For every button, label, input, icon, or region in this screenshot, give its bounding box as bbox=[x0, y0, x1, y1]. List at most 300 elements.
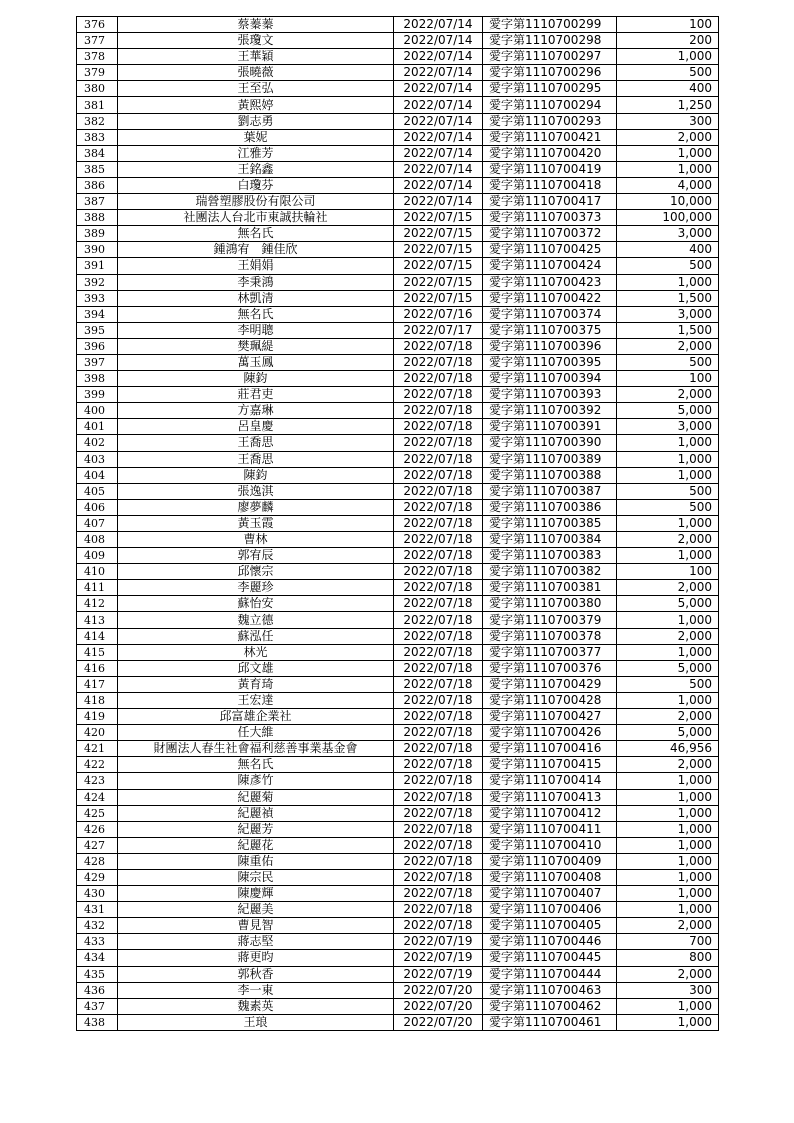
row-number: 384 bbox=[77, 145, 118, 161]
donor-name: 白瓊芬 bbox=[118, 177, 394, 193]
donor-name: 林光 bbox=[118, 644, 394, 660]
table-row bbox=[77, 322, 719, 338]
table-row bbox=[77, 532, 719, 548]
donation-date: 2022/07/18 bbox=[394, 403, 483, 419]
donation-amount: 100 bbox=[617, 17, 719, 33]
donor-name: 張曉薇 bbox=[118, 65, 394, 81]
donation-amount: 5,000 bbox=[617, 403, 719, 419]
table-row bbox=[77, 97, 719, 113]
row-number: 397 bbox=[77, 354, 118, 370]
receipt-number: 愛字第1110700296 bbox=[483, 65, 617, 81]
donation-date: 2022/07/17 bbox=[394, 322, 483, 338]
row-number: 403 bbox=[77, 451, 118, 467]
receipt-number: 愛字第1110700444 bbox=[483, 966, 617, 982]
row-number: 416 bbox=[77, 660, 118, 676]
donation-date: 2022/07/18 bbox=[394, 548, 483, 564]
receipt-number: 愛字第1110700376 bbox=[483, 660, 617, 676]
table-row bbox=[77, 950, 719, 966]
table-row bbox=[77, 837, 719, 853]
donation-amount: 2,000 bbox=[617, 757, 719, 773]
receipt-number: 愛字第1110700384 bbox=[483, 532, 617, 548]
donor-name: 無名氏 bbox=[118, 226, 394, 242]
donation-date: 2022/07/18 bbox=[394, 354, 483, 370]
table-row bbox=[77, 290, 719, 306]
donor-name: 李明聰 bbox=[118, 322, 394, 338]
table-row bbox=[77, 435, 719, 451]
donation-date: 2022/07/18 bbox=[394, 789, 483, 805]
donation-amount: 2,000 bbox=[617, 918, 719, 934]
table-row bbox=[77, 918, 719, 934]
donation-amount: 1,000 bbox=[617, 467, 719, 483]
donation-date: 2022/07/18 bbox=[394, 837, 483, 853]
donor-name: 蘇泓任 bbox=[118, 628, 394, 644]
donation-amount: 1,000 bbox=[617, 789, 719, 805]
row-number: 391 bbox=[77, 258, 118, 274]
donation-amount: 10,000 bbox=[617, 194, 719, 210]
receipt-number: 愛字第1110700377 bbox=[483, 644, 617, 660]
row-number: 398 bbox=[77, 371, 118, 387]
table-row bbox=[77, 177, 719, 193]
donation-date: 2022/07/18 bbox=[394, 773, 483, 789]
receipt-number: 愛字第1110700428 bbox=[483, 692, 617, 708]
donor-name: 曹林 bbox=[118, 532, 394, 548]
receipt-number: 愛字第1110700410 bbox=[483, 837, 617, 853]
donation-date: 2022/07/18 bbox=[394, 902, 483, 918]
table-row bbox=[77, 210, 719, 226]
donation-date: 2022/07/18 bbox=[394, 869, 483, 885]
receipt-number: 愛字第1110700409 bbox=[483, 853, 617, 869]
row-number: 386 bbox=[77, 177, 118, 193]
receipt-number: 愛字第1110700446 bbox=[483, 934, 617, 950]
donor-name: 魏素英 bbox=[118, 998, 394, 1014]
donor-name: 李秉鴻 bbox=[118, 274, 394, 290]
donor-name: 紀麗花 bbox=[118, 837, 394, 853]
donation-date: 2022/07/15 bbox=[394, 258, 483, 274]
donation-amount: 5,000 bbox=[617, 725, 719, 741]
donation-amount: 4,000 bbox=[617, 177, 719, 193]
receipt-number: 愛字第1110700395 bbox=[483, 354, 617, 370]
row-number: 435 bbox=[77, 966, 118, 982]
row-number: 427 bbox=[77, 837, 118, 853]
donation-date: 2022/07/14 bbox=[394, 113, 483, 129]
row-number: 394 bbox=[77, 306, 118, 322]
receipt-number: 愛字第1110700382 bbox=[483, 564, 617, 580]
donor-name: 萬玉鳳 bbox=[118, 354, 394, 370]
donation-amount: 300 bbox=[617, 113, 719, 129]
donation-amount: 500 bbox=[617, 676, 719, 692]
receipt-number: 愛字第1110700385 bbox=[483, 515, 617, 531]
row-number: 428 bbox=[77, 853, 118, 869]
donation-amount: 2,000 bbox=[617, 338, 719, 354]
donor-name: 蘇怡安 bbox=[118, 596, 394, 612]
donation-date: 2022/07/18 bbox=[394, 532, 483, 548]
table-row bbox=[77, 628, 719, 644]
donation-date: 2022/07/15 bbox=[394, 226, 483, 242]
donation-date: 2022/07/18 bbox=[394, 580, 483, 596]
donation-date: 2022/07/18 bbox=[394, 451, 483, 467]
row-number: 390 bbox=[77, 242, 118, 258]
donor-name: 紀麗美 bbox=[118, 902, 394, 918]
donation-amount: 500 bbox=[617, 65, 719, 81]
table-row bbox=[77, 709, 719, 725]
donation-amount: 100 bbox=[617, 564, 719, 580]
receipt-number: 愛字第1110700463 bbox=[483, 982, 617, 998]
donor-name: 黃育琦 bbox=[118, 676, 394, 692]
table-row bbox=[77, 419, 719, 435]
row-number: 418 bbox=[77, 692, 118, 708]
receipt-number: 愛字第1110700391 bbox=[483, 419, 617, 435]
receipt-number: 愛字第1110700375 bbox=[483, 322, 617, 338]
table-row bbox=[77, 515, 719, 531]
receipt-number: 愛字第1110700414 bbox=[483, 773, 617, 789]
row-number: 379 bbox=[77, 65, 118, 81]
table-row bbox=[77, 644, 719, 660]
donation-date: 2022/07/18 bbox=[394, 338, 483, 354]
donation-date: 2022/07/14 bbox=[394, 17, 483, 33]
table-row bbox=[77, 194, 719, 210]
table-row bbox=[77, 451, 719, 467]
receipt-number: 愛字第1110700406 bbox=[483, 902, 617, 918]
donation-date: 2022/07/18 bbox=[394, 805, 483, 821]
row-number: 429 bbox=[77, 869, 118, 885]
donation-date: 2022/07/14 bbox=[394, 194, 483, 210]
donation-date: 2022/07/18 bbox=[394, 660, 483, 676]
donation-date: 2022/07/14 bbox=[394, 145, 483, 161]
table-row bbox=[77, 1014, 719, 1030]
table-row bbox=[77, 499, 719, 515]
table-row bbox=[77, 789, 719, 805]
donation-amount: 1,000 bbox=[617, 49, 719, 65]
table-row bbox=[77, 17, 719, 33]
donor-name: 江雅芳 bbox=[118, 145, 394, 161]
row-number: 378 bbox=[77, 49, 118, 65]
donation-date: 2022/07/14 bbox=[394, 161, 483, 177]
table-row bbox=[77, 580, 719, 596]
receipt-number: 愛字第1110700408 bbox=[483, 869, 617, 885]
table-row bbox=[77, 853, 719, 869]
donation-date: 2022/07/19 bbox=[394, 950, 483, 966]
row-number: 382 bbox=[77, 113, 118, 129]
donor-name: 王至弘 bbox=[118, 81, 394, 97]
donation-date: 2022/07/18 bbox=[394, 628, 483, 644]
row-number: 406 bbox=[77, 499, 118, 515]
donor-name: 郭秋香 bbox=[118, 966, 394, 982]
row-number: 388 bbox=[77, 210, 118, 226]
donation-amount: 1,000 bbox=[617, 692, 719, 708]
donation-date: 2022/07/20 bbox=[394, 998, 483, 1014]
receipt-number: 愛字第1110700411 bbox=[483, 821, 617, 837]
donor-name: 樊珮緹 bbox=[118, 338, 394, 354]
donation-amount: 500 bbox=[617, 354, 719, 370]
donation-amount: 5,000 bbox=[617, 596, 719, 612]
donation-amount: 1,000 bbox=[617, 145, 719, 161]
donation-amount: 1,000 bbox=[617, 837, 719, 853]
donation-amount: 1,000 bbox=[617, 548, 719, 564]
donor-name: 黃玉霞 bbox=[118, 515, 394, 531]
row-number: 395 bbox=[77, 322, 118, 338]
row-number: 385 bbox=[77, 161, 118, 177]
donation-amount: 1,000 bbox=[617, 869, 719, 885]
receipt-number: 愛字第1110700379 bbox=[483, 612, 617, 628]
receipt-number: 愛字第1110700293 bbox=[483, 113, 617, 129]
donation-date: 2022/07/18 bbox=[394, 419, 483, 435]
donation-date: 2022/07/19 bbox=[394, 966, 483, 982]
row-number: 437 bbox=[77, 998, 118, 1014]
donation-date: 2022/07/18 bbox=[394, 499, 483, 515]
donation-amount: 1,000 bbox=[617, 853, 719, 869]
donor-name: 張逸淇 bbox=[118, 483, 394, 499]
donation-date: 2022/07/16 bbox=[394, 306, 483, 322]
row-number: 401 bbox=[77, 419, 118, 435]
table-row bbox=[77, 161, 719, 177]
donation-amount: 1,000 bbox=[617, 274, 719, 290]
receipt-number: 愛字第1110700413 bbox=[483, 789, 617, 805]
donor-name: 曹見智 bbox=[118, 918, 394, 934]
donation-amount: 100,000 bbox=[617, 210, 719, 226]
receipt-number: 愛字第1110700295 bbox=[483, 81, 617, 97]
table-row bbox=[77, 113, 719, 129]
receipt-number: 愛字第1110700298 bbox=[483, 33, 617, 49]
donation-date: 2022/07/18 bbox=[394, 918, 483, 934]
donation-amount: 400 bbox=[617, 81, 719, 97]
donation-amount: 700 bbox=[617, 934, 719, 950]
donation-amount: 1,000 bbox=[617, 644, 719, 660]
donation-date: 2022/07/18 bbox=[394, 821, 483, 837]
donation-date: 2022/07/18 bbox=[394, 564, 483, 580]
donation-date: 2022/07/15 bbox=[394, 210, 483, 226]
donor-name: 陳慶輝 bbox=[118, 886, 394, 902]
donation-amount: 1,000 bbox=[617, 612, 719, 628]
table-row bbox=[77, 934, 719, 950]
donation-date: 2022/07/19 bbox=[394, 934, 483, 950]
donation-amount: 2,000 bbox=[617, 709, 719, 725]
receipt-number: 愛字第1110700416 bbox=[483, 741, 617, 757]
donation-amount: 300 bbox=[617, 982, 719, 998]
receipt-number: 愛字第1110700412 bbox=[483, 805, 617, 821]
donor-name: 無名氏 bbox=[118, 306, 394, 322]
row-number: 433 bbox=[77, 934, 118, 950]
donation-amount: 500 bbox=[617, 483, 719, 499]
donation-amount: 1,000 bbox=[617, 515, 719, 531]
donor-name: 鍾鴻宥 鍾佳欣 bbox=[118, 242, 394, 258]
table-row bbox=[77, 258, 719, 274]
receipt-number: 愛字第1110700394 bbox=[483, 371, 617, 387]
receipt-number: 愛字第1110700426 bbox=[483, 725, 617, 741]
receipt-number: 愛字第1110700415 bbox=[483, 757, 617, 773]
table-row bbox=[77, 660, 719, 676]
table-row bbox=[77, 902, 719, 918]
row-number: 399 bbox=[77, 387, 118, 403]
donation-date: 2022/07/18 bbox=[394, 387, 483, 403]
row-number: 377 bbox=[77, 33, 118, 49]
table-row bbox=[77, 483, 719, 499]
donation-date: 2022/07/14 bbox=[394, 97, 483, 113]
donation-amount: 2,000 bbox=[617, 580, 719, 596]
receipt-number: 愛字第1110700419 bbox=[483, 161, 617, 177]
donor-name: 任大維 bbox=[118, 725, 394, 741]
donation-amount: 1,000 bbox=[617, 451, 719, 467]
row-number: 425 bbox=[77, 805, 118, 821]
table-row bbox=[77, 33, 719, 49]
row-number: 438 bbox=[77, 1014, 118, 1030]
table-row bbox=[77, 741, 719, 757]
row-number: 396 bbox=[77, 338, 118, 354]
table-row bbox=[77, 548, 719, 564]
donor-name: 王娟娟 bbox=[118, 258, 394, 274]
donation-date: 2022/07/18 bbox=[394, 676, 483, 692]
donation-date: 2022/07/18 bbox=[394, 853, 483, 869]
receipt-number: 愛字第1110700294 bbox=[483, 97, 617, 113]
receipt-number: 愛字第1110700461 bbox=[483, 1014, 617, 1030]
receipt-number: 愛字第1110700396 bbox=[483, 338, 617, 354]
donation-amount: 1,000 bbox=[617, 821, 719, 837]
donor-name: 蔣更昀 bbox=[118, 950, 394, 966]
donor-name: 蔡蓁蓁 bbox=[118, 17, 394, 33]
donor-name: 李一東 bbox=[118, 982, 394, 998]
receipt-number: 愛字第1110700297 bbox=[483, 49, 617, 65]
receipt-number: 愛字第1110700380 bbox=[483, 596, 617, 612]
table-row bbox=[77, 886, 719, 902]
receipt-number: 愛字第1110700378 bbox=[483, 628, 617, 644]
row-number: 387 bbox=[77, 194, 118, 210]
donation-date: 2022/07/15 bbox=[394, 242, 483, 258]
donor-name: 瑞營塑膠股份有限公司 bbox=[118, 194, 394, 210]
donor-name: 邱懷宗 bbox=[118, 564, 394, 580]
receipt-number: 愛字第1110700429 bbox=[483, 676, 617, 692]
donation-date: 2022/07/15 bbox=[394, 290, 483, 306]
donor-name: 郭宥辰 bbox=[118, 548, 394, 564]
table-row bbox=[77, 998, 719, 1014]
donor-name: 王喬思 bbox=[118, 435, 394, 451]
donor-name: 陳鈞 bbox=[118, 371, 394, 387]
donor-name: 王琅 bbox=[118, 1014, 394, 1030]
row-number: 419 bbox=[77, 709, 118, 725]
row-number: 423 bbox=[77, 773, 118, 789]
row-number: 409 bbox=[77, 548, 118, 564]
donor-name: 陳宗民 bbox=[118, 869, 394, 885]
donation-amount: 3,000 bbox=[617, 226, 719, 242]
row-number: 434 bbox=[77, 950, 118, 966]
donor-name: 劉志勇 bbox=[118, 113, 394, 129]
receipt-number: 愛字第1110700389 bbox=[483, 451, 617, 467]
donation-date: 2022/07/18 bbox=[394, 483, 483, 499]
table-row bbox=[77, 371, 719, 387]
donor-name: 莊君吏 bbox=[118, 387, 394, 403]
receipt-number: 愛字第1110700387 bbox=[483, 483, 617, 499]
donation-amount: 1,000 bbox=[617, 998, 719, 1014]
donor-name: 黃熙婷 bbox=[118, 97, 394, 113]
donation-amount: 1,500 bbox=[617, 290, 719, 306]
donor-name: 王喬思 bbox=[118, 451, 394, 467]
row-number: 392 bbox=[77, 274, 118, 290]
donation-date: 2022/07/15 bbox=[394, 274, 483, 290]
receipt-number: 愛字第1110700421 bbox=[483, 129, 617, 145]
donation-amount: 400 bbox=[617, 242, 719, 258]
table-row bbox=[77, 226, 719, 242]
donor-name: 紀麗菊 bbox=[118, 789, 394, 805]
row-number: 415 bbox=[77, 644, 118, 660]
donation-amount: 1,000 bbox=[617, 902, 719, 918]
donor-name: 王華穎 bbox=[118, 49, 394, 65]
receipt-number: 愛字第1110700427 bbox=[483, 709, 617, 725]
donation-date: 2022/07/18 bbox=[394, 435, 483, 451]
donation-amount: 800 bbox=[617, 950, 719, 966]
receipt-number: 愛字第1110700392 bbox=[483, 403, 617, 419]
table-row bbox=[77, 564, 719, 580]
row-number: 407 bbox=[77, 515, 118, 531]
row-number: 389 bbox=[77, 226, 118, 242]
row-number: 405 bbox=[77, 483, 118, 499]
row-number: 424 bbox=[77, 789, 118, 805]
table-row bbox=[77, 145, 719, 161]
receipt-number: 愛字第1110700381 bbox=[483, 580, 617, 596]
row-number: 432 bbox=[77, 918, 118, 934]
row-number: 404 bbox=[77, 467, 118, 483]
row-number: 402 bbox=[77, 435, 118, 451]
donation-amount: 100 bbox=[617, 371, 719, 387]
receipt-number: 愛字第1110700373 bbox=[483, 210, 617, 226]
row-number: 393 bbox=[77, 290, 118, 306]
donation-date: 2022/07/18 bbox=[394, 709, 483, 725]
receipt-number: 愛字第1110700386 bbox=[483, 499, 617, 515]
table-row bbox=[77, 676, 719, 692]
donation-amount: 2,000 bbox=[617, 628, 719, 644]
donor-name: 張瓊文 bbox=[118, 33, 394, 49]
donation-amount: 500 bbox=[617, 499, 719, 515]
donor-name: 無名氏 bbox=[118, 757, 394, 773]
table-row bbox=[77, 612, 719, 628]
donation-date: 2022/07/18 bbox=[394, 644, 483, 660]
donor-name: 紀麗禎 bbox=[118, 805, 394, 821]
donation-date: 2022/07/18 bbox=[394, 612, 483, 628]
donation-amount: 5,000 bbox=[617, 660, 719, 676]
table-row bbox=[77, 129, 719, 145]
donation-date: 2022/07/18 bbox=[394, 515, 483, 531]
receipt-number: 愛字第1110700418 bbox=[483, 177, 617, 193]
receipt-number: 愛字第1110700445 bbox=[483, 950, 617, 966]
receipt-number: 愛字第1110700417 bbox=[483, 194, 617, 210]
donation-amount: 1,250 bbox=[617, 97, 719, 113]
donation-date: 2022/07/18 bbox=[394, 725, 483, 741]
donation-date: 2022/07/18 bbox=[394, 886, 483, 902]
donation-date: 2022/07/18 bbox=[394, 757, 483, 773]
donor-name: 邱富雄企業社 bbox=[118, 709, 394, 725]
row-number: 412 bbox=[77, 596, 118, 612]
donor-name: 林凱清 bbox=[118, 290, 394, 306]
table-row bbox=[77, 692, 719, 708]
donor-name: 呂皇慶 bbox=[118, 419, 394, 435]
receipt-number: 愛字第1110700407 bbox=[483, 886, 617, 902]
donor-name: 李麗珍 bbox=[118, 580, 394, 596]
row-number: 431 bbox=[77, 902, 118, 918]
table-row bbox=[77, 306, 719, 322]
table-row bbox=[77, 338, 719, 354]
row-number: 422 bbox=[77, 757, 118, 773]
donation-date: 2022/07/20 bbox=[394, 1014, 483, 1030]
donation-amount: 3,000 bbox=[617, 306, 719, 322]
donor-name: 王銘鑫 bbox=[118, 161, 394, 177]
donor-name: 陳重佑 bbox=[118, 853, 394, 869]
table-row bbox=[77, 596, 719, 612]
donation-table bbox=[76, 16, 719, 1031]
donor-name: 廖夢麟 bbox=[118, 499, 394, 515]
row-number: 430 bbox=[77, 886, 118, 902]
donation-amount: 1,000 bbox=[617, 805, 719, 821]
donation-amount: 2,000 bbox=[617, 387, 719, 403]
donor-name: 蔣志堅 bbox=[118, 934, 394, 950]
table-row bbox=[77, 757, 719, 773]
table-row bbox=[77, 982, 719, 998]
